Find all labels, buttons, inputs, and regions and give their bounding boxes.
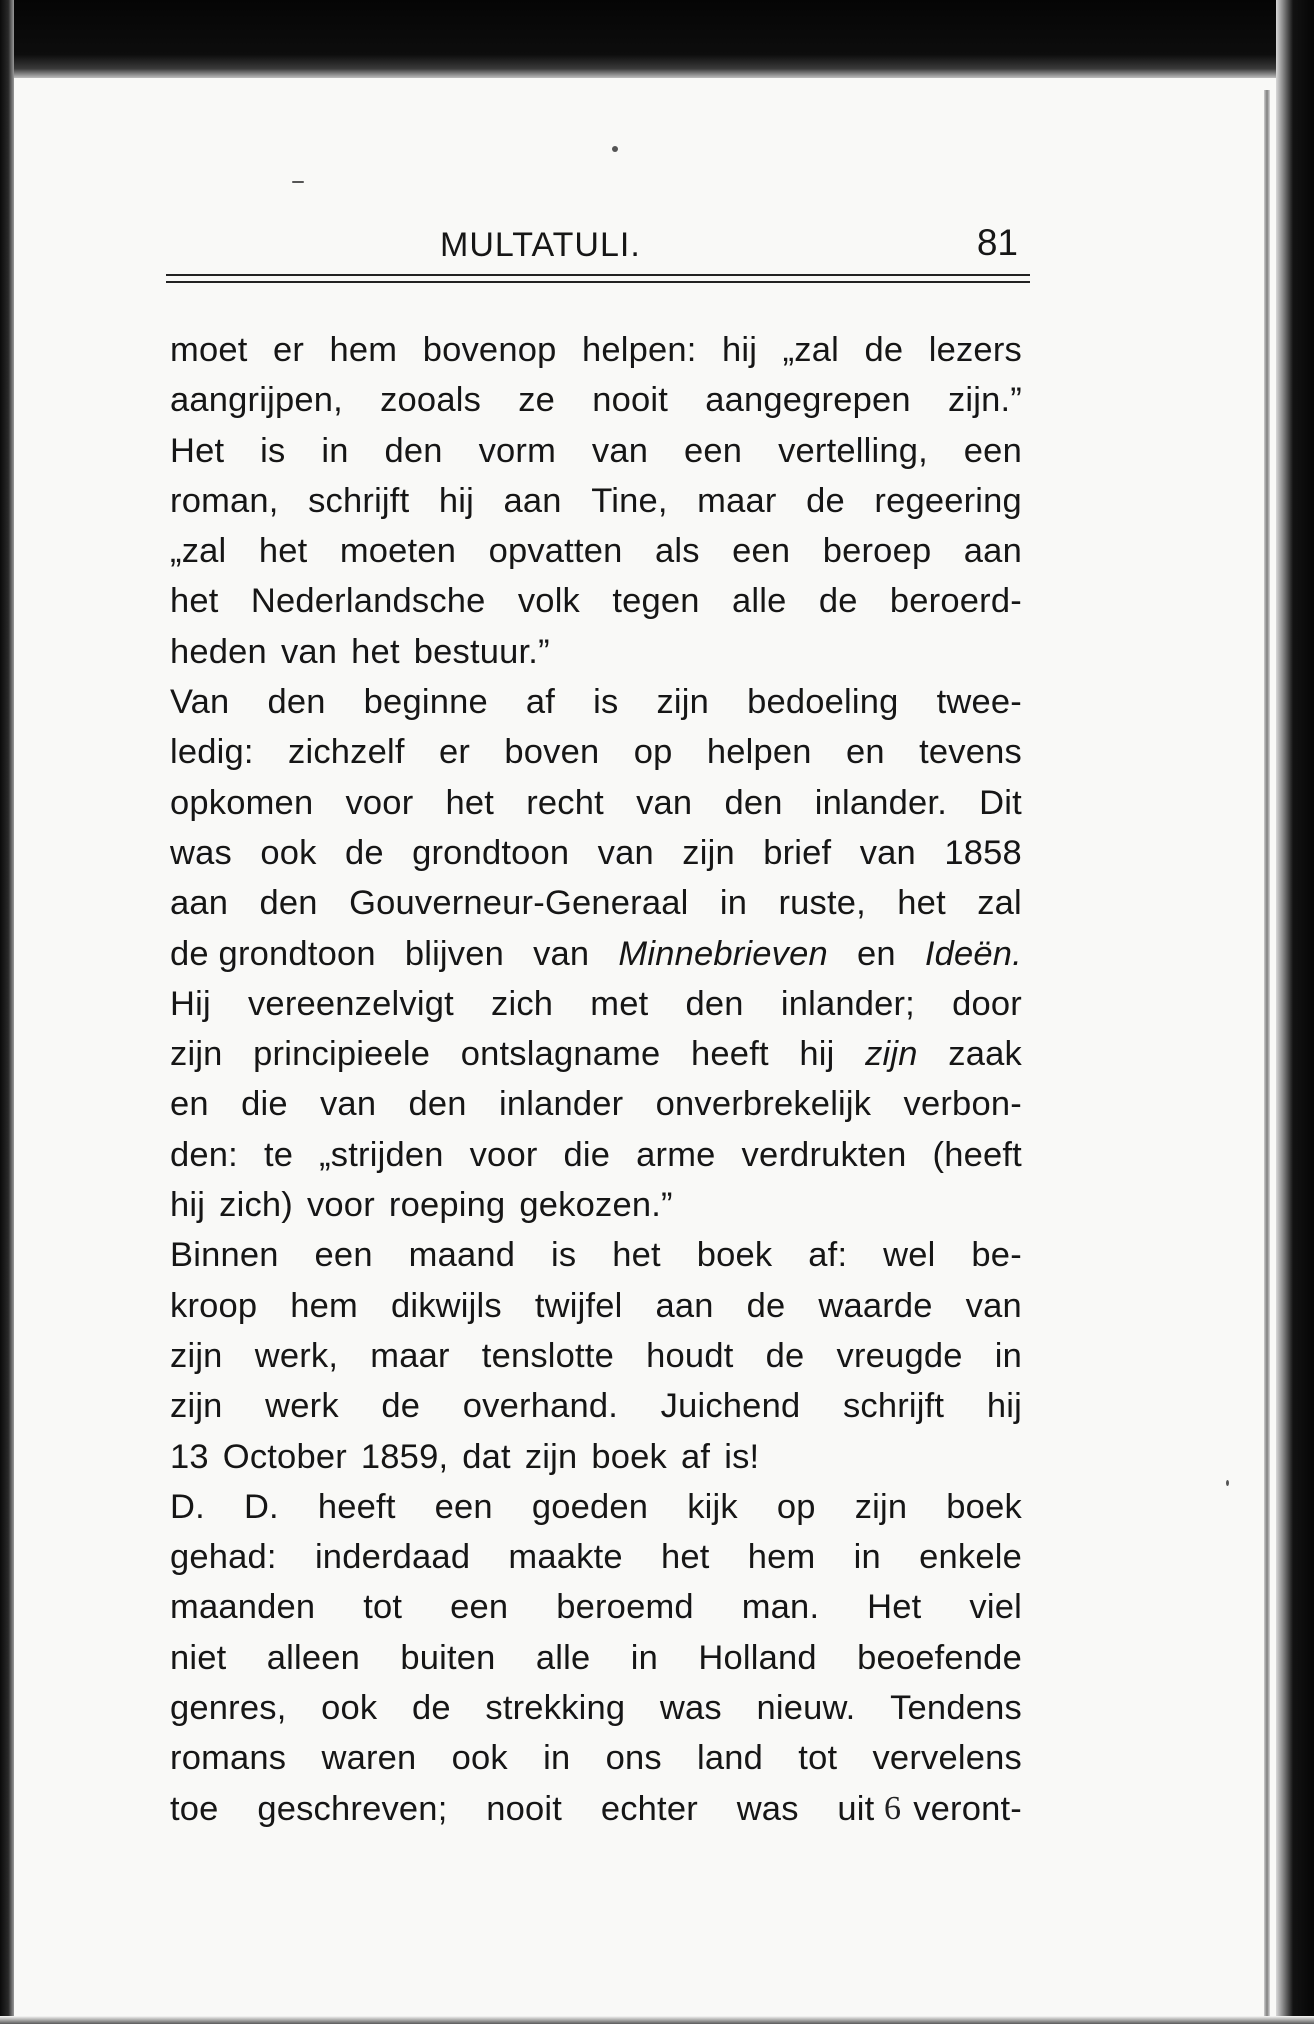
word: goeden: [531, 1487, 649, 1526]
word: maand: [408, 1236, 516, 1275]
text-line: [170, 979, 1022, 1029]
word: beroerd-: [889, 582, 1022, 621]
word: te: [263, 1135, 294, 1174]
word: Tendens: [890, 1689, 1022, 1728]
word: is: [551, 1236, 577, 1275]
text-line: [170, 1633, 1022, 1683]
word: ledig:: [170, 733, 254, 772]
word: enkele: [919, 1538, 1022, 1577]
word: lezers: [928, 331, 1022, 369]
scan-edge-left: [0, 0, 14, 2024]
word: den: [685, 984, 744, 1023]
word: in: [630, 1638, 659, 1677]
word: hij: [799, 1035, 835, 1074]
word: houdt: [646, 1336, 734, 1375]
word: Tine,: [591, 481, 668, 520]
scan-edge-top: [0, 0, 1314, 78]
word: van: [319, 1085, 377, 1124]
word: bedoeling: [747, 683, 899, 722]
word: den: [724, 783, 783, 822]
word: dikwijls: [390, 1286, 502, 1325]
word: regeering: [874, 481, 1022, 520]
word: beginne: [363, 683, 488, 722]
word: een: [434, 1487, 493, 1526]
word: blijven: [404, 934, 505, 973]
text-line: [170, 1482, 1022, 1532]
word: kroop: [170, 1286, 258, 1325]
word: ontslagname: [460, 1035, 661, 1074]
word: tegen: [612, 582, 700, 621]
word: de: [411, 1689, 451, 1728]
word: een: [314, 1236, 373, 1275]
word: „strijden: [319, 1135, 444, 1174]
word: ruste,: [778, 884, 866, 923]
word: vervelens: [872, 1739, 1022, 1778]
word: hem: [747, 1538, 816, 1577]
word: af:: [808, 1236, 848, 1275]
word: was: [736, 1789, 799, 1828]
word: niet: [170, 1638, 227, 1677]
word: ook: [451, 1739, 508, 1778]
word: de: [381, 1387, 421, 1426]
word: het: [258, 532, 308, 571]
text-line: [170, 1331, 1022, 1381]
word: en: [845, 733, 885, 772]
word: met: [590, 984, 649, 1023]
word: er: [438, 733, 471, 772]
word: af: [525, 683, 556, 722]
word: werk,: [254, 1336, 339, 1375]
scan-edge-right: [1276, 0, 1314, 2024]
word: in: [543, 1739, 571, 1778]
word: tevens: [919, 733, 1022, 772]
word: aan: [503, 481, 562, 520]
word: recht: [526, 783, 604, 822]
word: nooit: [592, 381, 669, 420]
word: Holland: [698, 1638, 817, 1677]
word: ze: [518, 381, 556, 420]
word: Gouverneur-Generaal: [349, 884, 689, 923]
word: beoefende: [857, 1638, 1022, 1677]
word: aan: [655, 1286, 714, 1325]
word: grondtoon: [412, 833, 570, 872]
running-head-title: MULTATULI.: [440, 226, 641, 264]
text-line: [170, 426, 1022, 476]
word: alle: [535, 1638, 591, 1677]
word: genres,: [170, 1689, 287, 1728]
word: zooals: [380, 381, 482, 420]
word: D.: [243, 1487, 279, 1526]
word: ook: [321, 1689, 378, 1728]
word: maar: [370, 1336, 450, 1375]
word: moeten: [339, 532, 457, 571]
word: van: [965, 1286, 1022, 1325]
word: is: [260, 431, 286, 470]
word: inlander;: [780, 984, 915, 1023]
word: een: [450, 1588, 509, 1627]
word: schrijft: [308, 481, 410, 520]
word: en: [170, 1085, 209, 1124]
text-line: [170, 1230, 1022, 1280]
word: aan: [170, 884, 229, 923]
word: beroep: [822, 532, 932, 571]
text-line: [170, 627, 1022, 677]
dust-speck: [292, 181, 304, 183]
word: van: [636, 783, 693, 822]
word: „zal: [782, 331, 840, 369]
word: romans: [170, 1739, 287, 1778]
word: viel: [969, 1588, 1022, 1627]
text-line: [170, 677, 1022, 727]
header-rule: [166, 281, 1030, 283]
word: de: [765, 1336, 805, 1375]
dust-speck: [612, 146, 618, 152]
word: den: [384, 431, 443, 470]
body-text: [170, 325, 1022, 1834]
word: werk: [265, 1387, 339, 1426]
word: zijn: [865, 1035, 918, 1074]
word: helpen:: [581, 331, 697, 369]
word: van: [591, 431, 649, 470]
text-line: [170, 1381, 1022, 1431]
word: het: [612, 1236, 661, 1275]
word: den: [267, 683, 326, 722]
word: door: [952, 984, 1022, 1023]
text-line: [170, 1079, 1022, 1129]
word: het: [897, 884, 946, 923]
word: hij: [722, 331, 758, 369]
header-rule: [166, 274, 1030, 276]
word: zijn: [682, 833, 735, 872]
word: zijn: [170, 1336, 223, 1375]
word: inlander: [498, 1085, 624, 1124]
word: van: [859, 833, 916, 872]
word: twijfel: [534, 1286, 623, 1325]
word: zijn: [854, 1487, 908, 1526]
word: de: [746, 1286, 786, 1325]
text-line: [170, 1130, 1022, 1180]
word: zal: [977, 884, 1022, 923]
word: 13: [170, 1437, 209, 1476]
word: ons: [605, 1739, 662, 1778]
word: den: [259, 884, 318, 923]
word: wel: [883, 1236, 936, 1275]
word: land: [697, 1739, 764, 1778]
word: kijk: [687, 1487, 738, 1526]
word: opkomen: [170, 783, 314, 822]
signature-mark: 6: [884, 1790, 901, 1827]
word: aangegrepen: [705, 381, 911, 420]
word: den: [408, 1085, 467, 1124]
text-line: [170, 929, 1022, 979]
word: zijn: [170, 1035, 223, 1074]
running-head: [170, 220, 1022, 274]
word: maanden: [170, 1588, 316, 1627]
word: helpen: [706, 733, 812, 772]
word: uit: [837, 1789, 875, 1828]
word: Minnebrieven: [618, 934, 828, 973]
word: alle: [731, 582, 787, 621]
word: in: [994, 1336, 1022, 1375]
word: moet: [170, 331, 248, 369]
word: principieele: [253, 1035, 431, 1074]
word: was: [170, 833, 232, 872]
word: nooit: [486, 1789, 563, 1828]
word: gehad:: [170, 1538, 277, 1577]
text-line: [170, 1432, 1022, 1482]
word: voor: [469, 1135, 538, 1174]
word: Het: [867, 1588, 922, 1627]
word: Ideën.: [924, 934, 1022, 973]
word: van: [280, 632, 338, 671]
text-line: [170, 526, 1022, 576]
word: roman,: [170, 481, 279, 520]
word: is: [593, 683, 619, 722]
word: voor: [306, 1186, 375, 1225]
word: beroemd: [556, 1588, 694, 1627]
word: het: [351, 632, 400, 671]
word: (heeft: [932, 1135, 1022, 1174]
word: in: [719, 884, 748, 923]
word: Binnen: [170, 1236, 279, 1275]
word: een: [963, 431, 1022, 470]
word: de: [806, 481, 845, 520]
text-line: [170, 576, 1022, 626]
word: Het: [170, 431, 225, 470]
word: boek: [591, 1437, 668, 1476]
word: heeft: [691, 1035, 769, 1074]
word: op: [633, 733, 673, 772]
word: „zal: [170, 532, 227, 571]
word: zich): [219, 1186, 293, 1225]
text-line: [170, 1029, 1022, 1079]
word: 1859,: [360, 1437, 449, 1476]
word: en: [856, 934, 896, 973]
word: veront-: [913, 1789, 1022, 1828]
word: twee-: [936, 683, 1022, 722]
word: vreugde: [836, 1336, 963, 1375]
word: af: [681, 1437, 711, 1476]
word: Nederlandsche: [250, 582, 486, 621]
word: opvatten: [488, 532, 623, 571]
word: zijn: [656, 683, 710, 722]
word: ook: [260, 833, 317, 872]
word: heden: [170, 632, 267, 671]
word: maar: [697, 481, 777, 520]
word: zichzelf: [288, 733, 405, 772]
word: hij: [986, 1387, 1022, 1426]
word: het: [660, 1538, 710, 1577]
word: op: [776, 1487, 816, 1526]
text-line: [170, 476, 1022, 526]
word: de: [344, 833, 384, 872]
word: Juichend: [660, 1387, 801, 1426]
word: arme: [636, 1135, 716, 1174]
word: die: [563, 1135, 611, 1174]
text-line: [170, 727, 1022, 777]
word: aan: [963, 532, 1022, 571]
page-content: [170, 220, 1022, 1834]
word: Dit: [979, 783, 1022, 822]
text-line: [170, 1532, 1022, 1582]
word: October: [222, 1437, 347, 1476]
word: buiten: [400, 1638, 496, 1677]
word: vereenzelvigt: [247, 984, 454, 1023]
word: geschreven;: [257, 1789, 448, 1828]
word: boek: [696, 1236, 773, 1275]
word: strekking: [485, 1689, 626, 1728]
word: hij: [438, 481, 475, 520]
word: is!: [724, 1437, 760, 1476]
text-line: [170, 828, 1022, 878]
word: be-: [971, 1236, 1022, 1275]
word: man.: [741, 1588, 820, 1627]
word: vorm: [478, 431, 557, 470]
word: heeft: [317, 1487, 396, 1526]
text-line: [170, 1683, 1022, 1733]
dust-speck: [1226, 1480, 1229, 1486]
word: voor: [345, 783, 414, 822]
word: als: [654, 532, 700, 571]
word: brief: [763, 833, 832, 872]
text-line: [170, 375, 1022, 425]
word: roeping: [388, 1186, 506, 1225]
word: D.: [170, 1487, 205, 1526]
text-line: [170, 1582, 1022, 1632]
word: die: [241, 1085, 288, 1124]
word: zijn: [170, 1387, 223, 1426]
word: Hij: [170, 984, 211, 1023]
word: de: [818, 582, 858, 621]
word: nieuw.: [756, 1689, 856, 1728]
word: de: [864, 331, 904, 369]
word: in: [853, 1538, 881, 1577]
word: van: [533, 934, 590, 973]
text-line: [170, 325, 1022, 375]
word: 1858: [944, 833, 1022, 872]
word: den:: [170, 1135, 238, 1174]
word: maakte: [508, 1538, 623, 1577]
word: onverbrekelijk: [655, 1085, 872, 1124]
word: Van: [170, 683, 230, 722]
word: vertelling,: [778, 431, 928, 470]
word: verbon-: [903, 1085, 1022, 1124]
word: schrijft: [842, 1387, 945, 1426]
word: alleen: [266, 1638, 361, 1677]
word: tenslotte: [481, 1336, 615, 1375]
word: toe: [170, 1789, 219, 1828]
word: het: [445, 783, 495, 822]
word: hem: [329, 331, 398, 369]
scan-edge-bottom: [0, 2016, 1314, 2024]
word: bovenop: [422, 331, 557, 369]
word: hij: [170, 1186, 206, 1225]
word: waren: [321, 1739, 417, 1778]
word: inderdaad: [314, 1538, 471, 1577]
word: een: [732, 532, 791, 571]
text-line: [170, 878, 1022, 928]
page-fold-shadow: [1264, 90, 1270, 2020]
word: zijn.”: [947, 381, 1022, 420]
word: echter: [600, 1789, 698, 1828]
word: er: [272, 331, 305, 369]
word: van: [597, 833, 654, 872]
word: zijn: [524, 1437, 578, 1476]
word: volk: [517, 582, 581, 621]
word: zich: [491, 984, 554, 1023]
word: was: [659, 1689, 722, 1728]
word: de grondtoon: [170, 934, 376, 973]
word: gekozen.”: [519, 1186, 673, 1225]
word: waarde: [818, 1286, 933, 1325]
word: inlander.: [814, 783, 948, 822]
word: tot: [798, 1739, 838, 1778]
word: hem: [290, 1286, 358, 1325]
text-line: [170, 1180, 1022, 1230]
word: bestuur.”: [413, 632, 550, 671]
text-line: [170, 1733, 1022, 1783]
word: tot: [363, 1588, 403, 1627]
word: zaak: [948, 1035, 1022, 1074]
word: overhand.: [462, 1387, 619, 1426]
word: een: [684, 431, 743, 470]
word: aangrijpen,: [170, 381, 343, 420]
word: boek: [946, 1487, 1022, 1526]
page-number: 81: [976, 222, 1018, 263]
text-line: [170, 1281, 1022, 1331]
word: verdrukten: [741, 1135, 907, 1174]
word: het: [170, 582, 219, 621]
word: boven: [504, 733, 600, 772]
word: dat: [462, 1437, 511, 1476]
word: in: [321, 431, 349, 470]
text-line: [170, 778, 1022, 828]
